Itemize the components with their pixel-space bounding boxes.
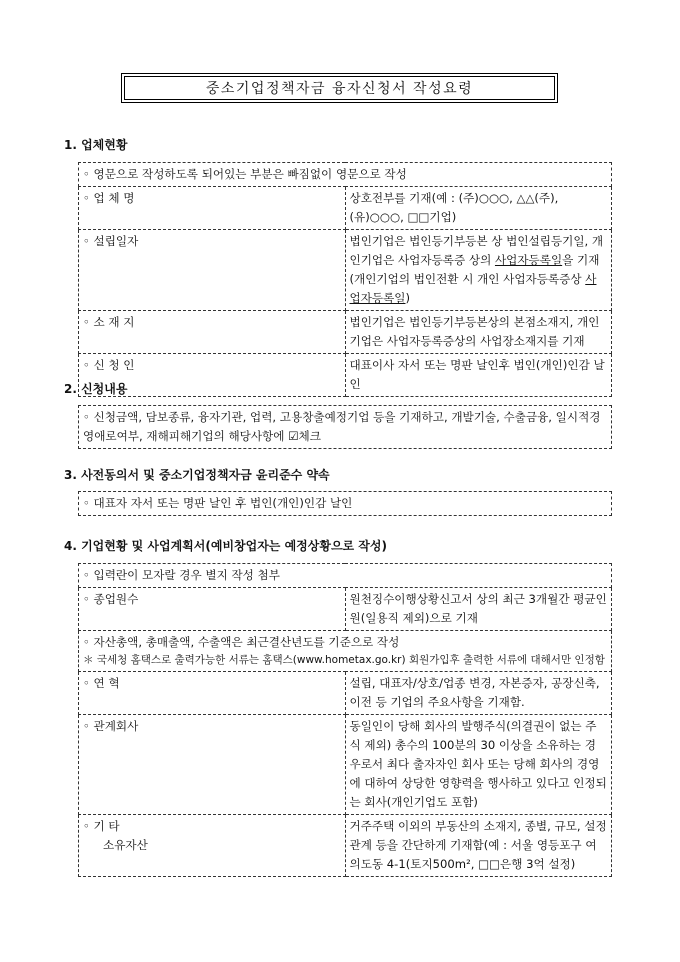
section-3-heading: 3. 사전동의서 및 중소기업정책자금 윤리준수 약속 [64, 468, 330, 482]
table-row [79, 492, 612, 516]
row-label: ◦ 설립일자 [79, 230, 346, 311]
row-text: ◦ 대표자 자서 또는 명판 날인 후 법인(개인)인감 날인 [79, 492, 612, 516]
footnote: ＊ 국세청 홈택스로 출력가능한 서류는 홈택스(www.hometax.go.kr) 회원가입후 출력한 서류에 대해서만 인정함 [83, 654, 605, 666]
row-label: ◦ 관계회사 [79, 715, 346, 815]
table-row [79, 631, 612, 672]
table-row [79, 311, 612, 354]
table-row [79, 187, 612, 230]
table-row [79, 588, 612, 631]
row-text: 상호전부를 기재(예 : (주)○○○, △△(주), (유)○○○, □□기업) [345, 187, 612, 230]
row-label: ◦ 기 타 소유자산 [79, 815, 346, 877]
section-4-heading: 4. 기업현황 및 사업계획서(예비창업자는 예정상황으로 작성) [64, 539, 387, 553]
table-row [79, 564, 612, 588]
row-main-text: ◦ 자산총액, 총매출액, 수출액은 최근결산년도를 기준으로 작성 [83, 635, 400, 649]
section-1-table [78, 162, 612, 397]
note-cell: ◦ 영문으로 작성하도록 되어있는 부분은 빠짐없이 영문으로 작성 [79, 163, 612, 187]
row-text: 법인기업은 법인등기부등본 상 법인설립등기일, 개인기업은 사업자등록증 상의 사업자등록일을 기재(개인기업의 법인전환 시 개인 사업자등록증상 사업자등록일) [345, 230, 612, 311]
row-label: ◦ 연 혁 [79, 672, 346, 715]
row-label: ◦ 소 재 지 [79, 311, 346, 354]
section-3-table [78, 491, 612, 516]
table-row [79, 163, 612, 187]
row-text: 거주주택 이외의 부동산의 소재지, 종별, 규모, 설정관계 등을 간단하게 기재함(예 : 서울 영등포구 여의도동 4-1(토지500m², □□은행 3억 설정) [345, 815, 612, 877]
section-2-table [78, 405, 612, 449]
table-row [79, 815, 612, 877]
row-text: 대표이사 자서 또는 명판 날인후 법인(개인)인감 날인 [345, 354, 612, 397]
table-row [79, 354, 612, 397]
table-row [79, 230, 612, 311]
section-1-heading: 1. 업체현황 [64, 138, 128, 152]
row-text: ◦ 신청금액, 담보종류, 융자기관, 업력, 고용창출예정기업 등을 기재하고, 개발기술, 수출금융, 일시적경영애로여부, 재해피해기업의 해당사항에 ☑체크 [79, 406, 612, 449]
table-row [79, 715, 612, 815]
table-row [79, 672, 612, 715]
row-text: 동일인이 당해 회사의 발행주식(의결권이 없는 주식 제외) 총수의 100분의 30 이상을 소유하는 경우로서 최다 출자자인 회사 또는 당해 회사의 경영에 대하여 상당한 영향력을 행사하고 있다고 인정되는 회사(개인기업도 포함) [345, 715, 612, 815]
row-label: ◦ 신 청 인 [79, 354, 346, 397]
row-label: ◦ 종업원수 [79, 588, 346, 631]
section-2-heading: 2. 신청내용 [64, 382, 128, 396]
row-text: ◦ 입력란이 모자랄 경우 별지 작성 첨부 [79, 564, 612, 588]
table-row [79, 406, 612, 449]
row-text: 원천징수이행상황신고서 상의 최근 3개월간 평균인원(일용직 제외)으로 기재 [345, 588, 612, 631]
row-text: 법인기업은 법인등기부등본상의 본점소재지, 개인기업은 사업자등록증상의 사업장소재지를 기재 [345, 311, 612, 354]
title-box [121, 73, 558, 103]
row-label: ◦ 업 체 명 [79, 187, 346, 230]
row-text: 설립, 대표자/상호/업종 변경, 자본증자, 공장신축, 이전 등 기업의 주요사항을 기재함. [345, 672, 612, 715]
section-4-table [78, 563, 612, 877]
row-text [79, 631, 612, 672]
page-title: 중소기업정책자금 융자신청서 작성요령 [124, 76, 555, 100]
